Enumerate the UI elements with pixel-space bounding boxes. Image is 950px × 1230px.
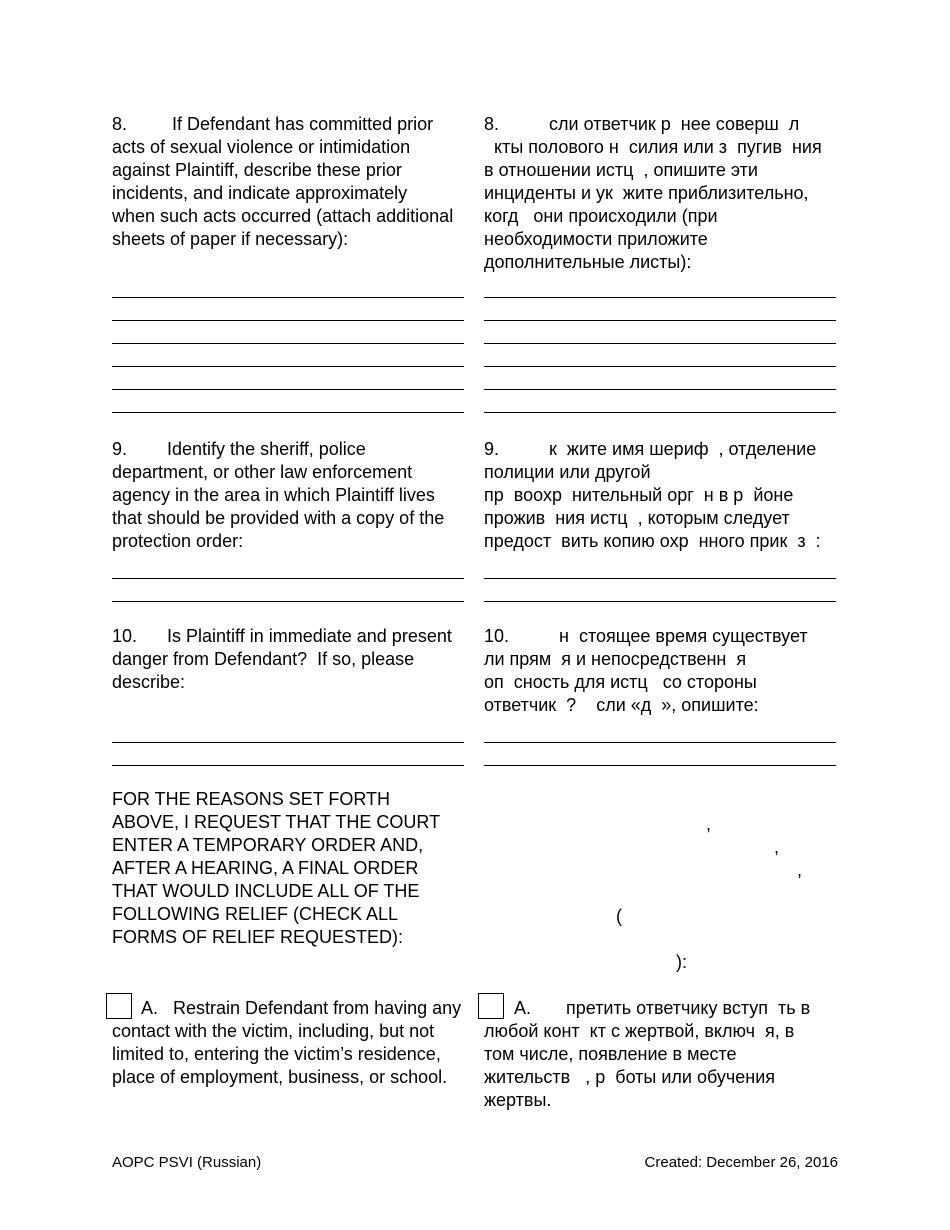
item9-text-en: 9. Identify the sheriff, police department, or other law enforcement agency in the area in which Plaintiff lives that should be provided with a copy of the protection order: [112,439,445,551]
request-ru-fragment: ): [676,952,687,972]
relief-a-text-ru: А. претить ответчику вступ ть в любой конт кт с жертвой, включ я, в том числе, появление в месте жительств , р боты или обучения жертвы. [484,998,811,1110]
item8-answer-lines-en[interactable] [112,275,464,413]
item8-text-ru: 8. сли ответчик р нее соверш л кты полового н силия или з пугив ния в отношении истц , опишите эти инциденты и ук жите приблизительно, когд они происходили (при необходимости приложите дополнительные листы): [484,114,822,272]
item8-text-en: 8. If Defendant has committed prior acts of sexual violence or intimidation against Plaintiff, describe these prior incidents, and indicate approximately when such acts occurred (attach additional sheets of paper if necessary): [112,114,454,249]
item9-text-ru: 9. к жите имя шериф , отделение полиции или другой пр воохр нительный орг н в р йоне прожив ния истц , которым следует предост вить копию охр нного прик з : [484,439,821,551]
relief-a-text-en: A. Restrain Defendant from having any contact with the victim, including, but not limited to, entering the victim’s residence, place of employment, business, or school. [112,998,462,1087]
item9-answer-lines-ru[interactable] [484,556,836,602]
item10-text-en: 10. Is Plaintiff in immediate and present danger from Defendant? If so, please describe: [112,626,452,692]
item10-text-ru: 10. н стоящее время существует ли прям я и непосредственн я оп сность для истц со стороны ответчик ? сли «д », опишите: [484,626,808,715]
item8-answer-lines-ru[interactable] [484,275,836,413]
request-ru-fragment: , [797,860,803,880]
item10-answer-lines-en[interactable] [112,720,464,766]
request-ru-fragment: ( [616,906,622,926]
item10-answer-lines-ru[interactable] [484,720,836,766]
request-ru-fragment: , [774,837,780,857]
request-heading-en: FOR THE REASONS SET FORTH ABOVE, I REQUEST THAT THE COURT ENTER A TEMPORARY ORDER AND, AFTER A HEARING, A FINAL ORDER THAT WOULD INCLUDE ALL OF THE FOLLOWING RELIEF (CHECK ALL FORMS OF RELIEF REQUESTED): [112,789,441,947]
request-ru-fragment: , [706,814,712,834]
footer-form-id: AOPC PSVI (Russian) [112,1154,262,1171]
footer-created-date: Created: December 26, 2016 [644,1154,838,1171]
item9-answer-lines-en[interactable] [112,556,464,602]
